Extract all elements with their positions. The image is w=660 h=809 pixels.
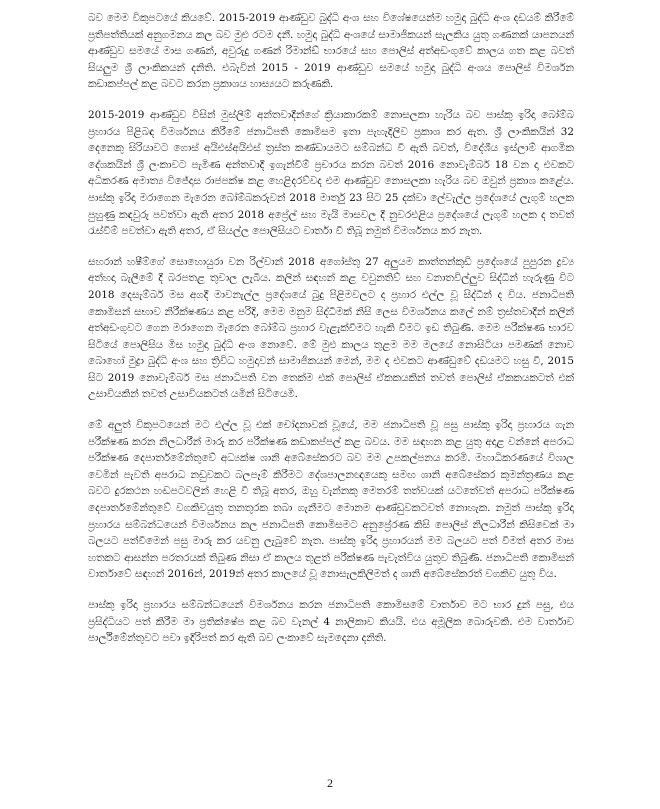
paragraph-3: සහරාන් හෂීම්ගේ සොහොයුරා වන රිල්වාන් 2018 අගෝස්තු 27 අලුයම කාත්තන්කුඩි ප්‍රදේශයේ පුපුරන ද්‍රව්‍ය අත්හදා බැලීමේ දී බරපතළ තුවාල ලැබීය. කලින් සඳහන් කළ වවුනතිව් සහ වනාතවිල්ලුව සිද්ධීන් හැරුණු විට 2018 දෙසැම්බර් මස අගදී මාවනැල්ල ප්‍රදේශයේ බුදු පිළිමවලට ද ප්‍රහාර එල්ල වූ සිද්ධීන් ද විය. ජනාධිපති කොමිසන් සභාව නිරීක්ෂණය කළ පරිදි, මෙම මනුම සිද්ධීමක් නිසි ලෙස විමර්ශනය කලේ නම් ත්‍රස්තවාදීන් කලින් අත්අඩංගුවට ගෙන මරාගෙන මැරෙන බෝම්බ ප්‍රහාර වැළැක්වීමට හැකි වීමට ඉඩ තිබුණි. මෙම පරීක්ෂණ භාරව සිටියේ පොලිසිය මිස හමුදා බුද්ධි අංශ නොවේ. මේ මුළු කාලය තුළම මම මලයේ නොසිටියා පමණක් නොව බොහෝ මුද්‍රා බුද්ධි අංශ සහ ත්‍රිවිධ හමුදාවන් සාමාජිකයන් මෙන්, මම ද එවකට ආණ්ඩුවේ දඩයමට හසු වී, 2015 සිට 2019 නොවැම්බර් මස ජනාධිපති වන තෙක්ම එක් පොලිස් ඒකකයකින් තවත් පොලිස් ඒකකයකටත් එක් උසාවියකින් තවත් උසාවියකටත් යමින් සිටියෙමි. — [88, 255, 574, 401]
paragraph-1: බව මෙම විකුපටයේ කියවේ. 2015-2019 ආණ්ඩුව බුද්ධි අංශ සහ විශේෂයෙන්ම හමුදා බුද්ධි අංශ දඩයම් කිරීමේ ප්‍රතිපත්තියක් අනුගමනය කල බව මුළු රටම දනී. හමුදා බුද්ධි අංශයේ සාමාජිකයන් සැලකිය යුතු ගණනක් යාපනයන් ආණ්ඩුව සමයේ මාස ගණන්, අවුරුදු ගණන් රිමාන්ඩ් භාරයේ සහ පොලිස් අත්අඩංගුවේ කාලය ගත කළ බවත් සියලුම ශ්‍රී ලාංකිකයන් දනිති. එබැවින් 2015 - 2019 ආණ්ඩුව සමයේ හමුදා බුද්ධි අංශය පොලිස් විමර්ශන කඩාකප්පල් කළ බවට කරන ප්‍රකාශය හාස්‍යයට කරුණකි. — [88, 12, 574, 91]
paragraph-4: මේ අලුත් විකුපටයෙන් මට එල්ල වූ එක් චෝදනාවක් වූයේ, මම ජනාධිපති වූ පසු පාස්කු ඉරිදා ප්‍රහාරය ගැන පරීක්ෂණ කරන නිලධාරීන් මාරු කර පරීක්ෂණ කඩාකප්පල් කළ බවය. මම සඳහන කළ යුතු අදාළ වන්නේ අපරාධ පරීක්ෂණ දෙපාර්තමේන්තුවේ අධ්‍යක්ෂ ශානි අබේසේකරට බව මම උපකල්පනය කරමි. මහාධිකරණයේ විශාල වෙමින් පැවති අපරාධ නඩුවකට බලපෑම් කිරීමට දේශපාලනඥයෙකු සමඟ ශානි අබේසේකර කුමන්ත්‍රණය කළ බවට දුරකථන හඬපටවලින් හෙළි වී තිබූ අතර, ඔහු වැන්නකු මෙතරම් තත්වයක් යටතේවත් අපරාධ පරීක්ෂණ දෙපාර්තමේන්තුවේ වගකිවයුතු තනතුරක තබා ගැනීමට මොනම ආණ්ඩුවකටවත් නොහැක. නමුත් පාස්කු ඉරිදා ප්‍රහාරය සම්බන්ධයෙන් විමර්ශනය කල ජනාධිපති කොමිසමට අනුප්‍රේරණ කිසි පොලිස් නිලධාරීන් කිසිවෙක් මා බලයට පත්වීමෙන් පසු මාරු කර යවනු ලැබුවේ නැත. පාස්කු ඉරිදා ප්‍රහාරයන් මම බලයට පත් වීමත් අතර මාස හතකට ආසන්න පරතරයක් තිබුණ නිසා ඒ කාලය තුළත් පරීක්ෂණ පැවැත්විය යුතුව තිබුණි. ජනාධිපති කොමිසන් වාර්තාවේ සඳහන් 2016න්, 2019න් අතර කාලයේ වූ නොසැලකිලිමත් ද ශානි අබේසේකරත් වගකිව යුතු විය. — [88, 419, 574, 581]
document-body — [88, 10, 574, 661]
page-number: 2 — [327, 776, 333, 790]
paragraph-5: පාස්කු ඉරිදා ප්‍රහාරය සම්බන්ධයෙන් විමර්ශනය කරන ජනාධිපති කොමිසමේ වාර්තාව මට භාර දුන් පසු, එය ප්‍රසිද්ධියට පත් කිරීම මා ප්‍රතික්ෂේප කළ බව වැනල් 4 නාලිකාව කියයි. එය අමූලික බොරුවකි. එම වාර්තාව පාර්ලිමේන්තුවට පවා ඉදිරිපත් කර ඇති බව ලංකාවේ සැමදෙනා දනිති. — [88, 599, 574, 645]
paragraph-2: 2015-2019 ආණ්ඩුව විසින් මුස්ලිම් අන්තවාදීන්ගේ ක්‍රියාකාරකම් නොසලකා හැරිය බව පාස්කු ඉරිදා බෝම්බ ප්‍රහාරය පිළිබඳ විමර්ශනය කිරීමේ ජනාධිපති කොමිසම ඉතා පැහැදිලිව ප්‍රකාශ කර ඇත. ශ්‍රී ලාංකිකයින් 32 දෙනෙකු සිරියාවට ගොස් අයිඑස්අයිඑස් ත්‍රස්ත කණ්ඩායමට සම්බන්ධ වී ඇති බවත්, විදේශීය ඉස්ලාම් ආගමික දේශකයින් ශ්‍රී ලංකාවට පැමිණ අන්තවාදී ඉගැන්වීම් ප්‍රචාරය කරන බවත් 2016 නොවැම්බර් 18 වන දා එවකට අධිකරණ අමාත්‍ය විජේදාස රාජපක්ෂ කළ හෙළිදරව්වද එම ආණ්ඩුව නොසලකා හැරිය බව ඔවුන් ප්‍රකාශ කළේය. පාස්කු ඉරිදා මරාගෙන මැරෙන බෝම්බකරුවන් 2018 මාර්තු 23 සිට 25 දක්වා ලේවැල්ල ප්‍රදේශයේ ලැගුම් හලක පුහුණු කඳවුරු පවත්වා ඇති අතර 2018 අප්‍රේල් සහ මැයි මාසවල දී නුවරඑළිය ප්‍රදේශයේ ලැගුම් හලක ද තවත් රැස්වීම් පවත්වා ඇති අතර, ඒ සියල්ල පොලිසියට වාර්තා වී තිබූ නමුත් විමර්ශනය කර නැත. — [88, 108, 574, 238]
